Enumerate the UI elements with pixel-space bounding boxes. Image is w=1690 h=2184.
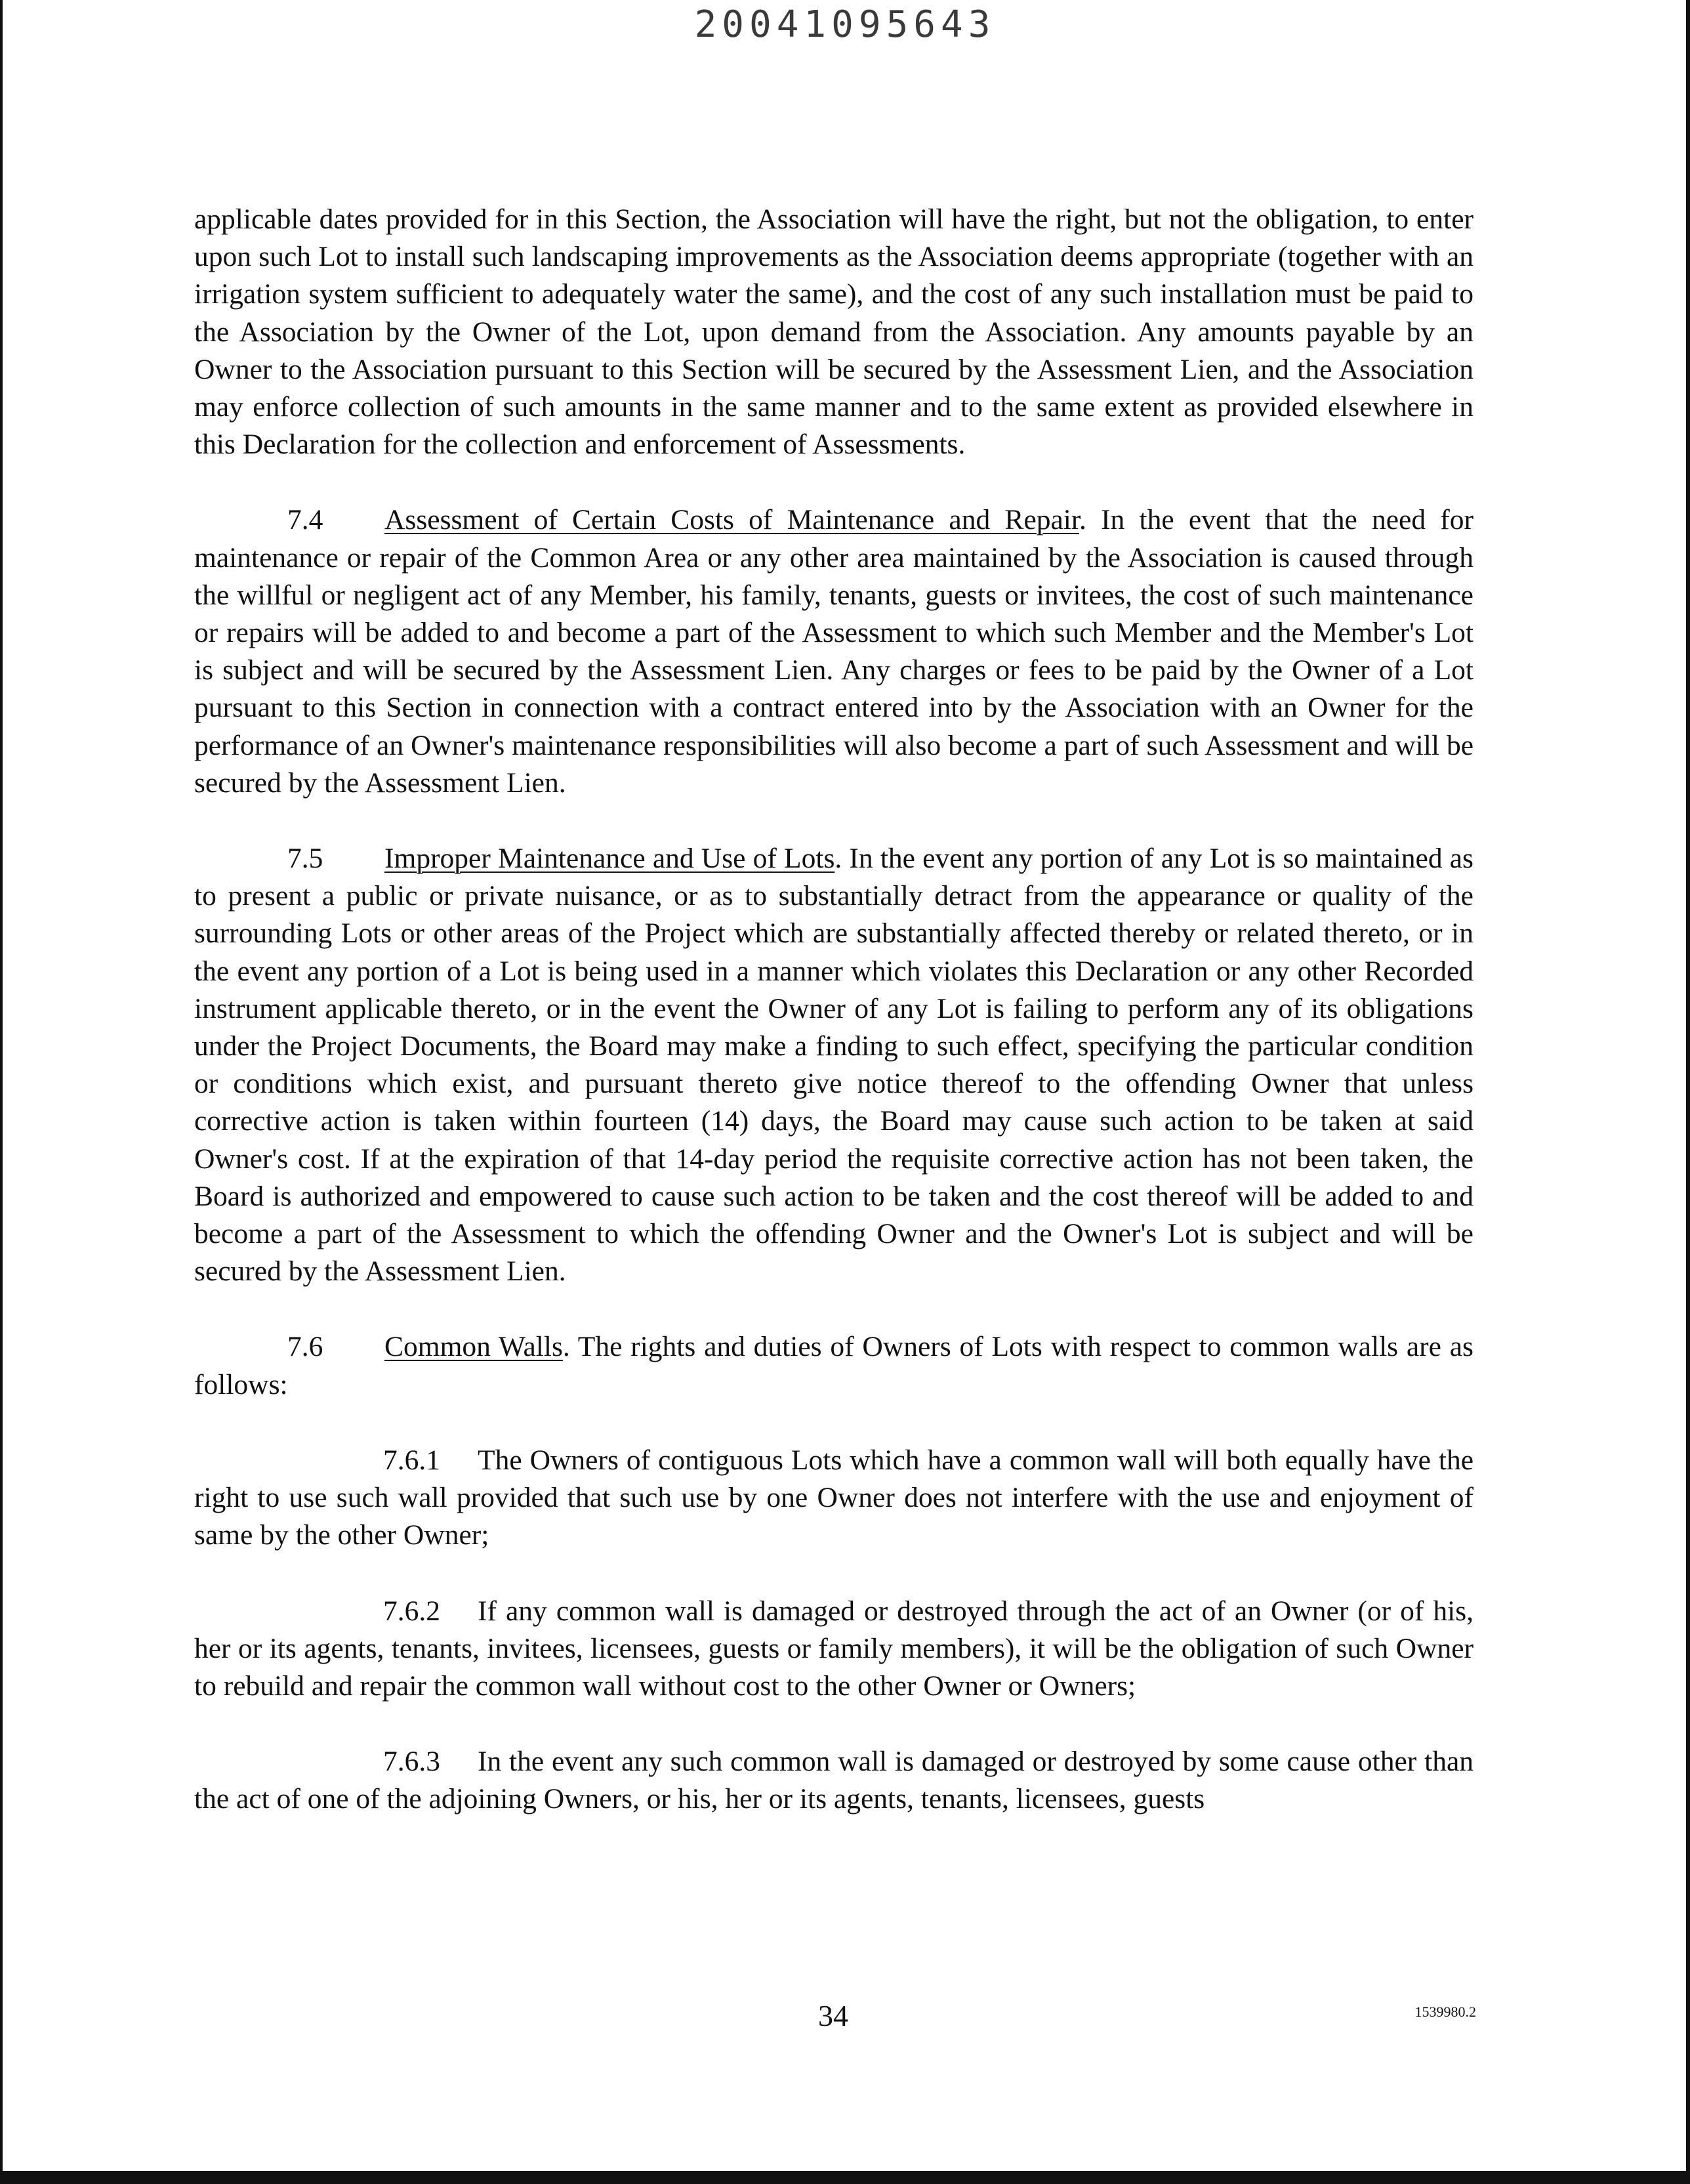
subsection-number: 7.6.3 [383, 1746, 440, 1778]
section-number: 7.4 [287, 504, 323, 536]
subsection-text: The Owners of contiguous Lots which have a common wall will both equally have the right to use such wall provided that such use by one Owner does not interfere with the use and enjoyment of same by the other Owner; [194, 1444, 1474, 1551]
scan-border-left [0, 0, 3, 2184]
section-text: The rights and duties of Owners of Lots with respect to common walls are as follows: [194, 1331, 1474, 1400]
subsection-7-6-2 [194, 1593, 1474, 1706]
subsection-text: In the event any such common wall is damaged or destroyed by some cause other than the act of one of the adjoining Owners, or his, her or its agents, tenants, licensees, guests [194, 1746, 1474, 1815]
title-period: . [562, 1331, 578, 1363]
section-7-5 [194, 840, 1474, 1290]
title-period: . [835, 843, 850, 875]
scan-border-right [1686, 0, 1690, 2184]
document-body [194, 201, 1474, 1857]
section-number: 7.5 [287, 843, 323, 875]
subsection-text: If any common wall is damaged or destroyed through the act of an Owner (or of his, her or its agents, tenants, invitees, licensees, guests or family members), it will be the obligation of such Owner to rebuild and repair the common wall without cost to the other Owner or Owners; [194, 1595, 1474, 1702]
intro-paragraph [194, 201, 1474, 463]
subsection-7-6-1 [194, 1442, 1474, 1555]
section-text: In the event that the need for maintenance or repair of the Common Area or any other area maintained by the Association is caused through the willful or negligent act of any Member, his family, tenants, guests or invitees, the cost of such maintenance or repairs will be added to and become a part of the Assessment to which such Member and the Member's Lot is subject and will be secured by the Assessment Lien. Any charges or fees to be paid by the Owner of a Lot pursuant to this Section in connection with a contract entered into by the Association with an Owner for the performance of an Owner's maintenance responsibilities will also become a part of such Assessment and will be secured by the Assessment Lien. [194, 504, 1474, 799]
subsection-number: 7.6.2 [383, 1595, 440, 1627]
section-text: In the event any portion of any Lot is so maintained as to present a public or private nuisance, or as to substantially detract from the appearance or quality of the surrounding Lots or other areas of the Project which are substantially affected thereby or related thereto, or in the event any portion of a Lot is being used in a manner which violates this Declaration or any other Recorded instrument applicable thereto, or in the event the Owner of any Lot is failing to perform any of its obligations under the Project Documents, the Board may make a finding to such effect, specifying the particular condition or conditions which exist, and pursuant thereto give notice thereof to the offending Owner that unless corrective action is taken within fourteen (14) days, the Board may cause such action to be taken at said Owner's cost. If at the expiration of that 14-day period the requisite corrective action has not been taken, the Board is authorized and empowered to cause such action to be taken and the cost thereof will be added to and become a part of the Assessment to which the offending Owner and the Owner's Lot is subject and will be secured by the Assessment Lien. [194, 843, 1474, 1288]
section-7-6 [194, 1328, 1474, 1403]
subsection-number: 7.6.1 [383, 1444, 440, 1476]
scan-border-bottom [0, 2171, 1690, 2184]
subsection-7-6-3 [194, 1743, 1474, 1818]
intro-paragraph-text: applicable dates provided for in this Section, the Association will have the right, but not the obligation, to enter upon such Lot to install such landscaping improvements as the Association deems appropriate (together with an irrigation system sufficient to adequately water the same), and the cost of any such installation must be paid to the Association by the Owner of the Lot, upon demand from the Association. Any amounts payable by an Owner to the Association pursuant to this Section will be secured by the Assessment Lien, and the Association may enforce collection of such amounts in the same manner and to the same extent as provided elsewhere in this Declaration for the collection and enforcement of Assessments. [194, 203, 1474, 461]
document-id: 1539980.2 [1414, 2004, 1476, 2020]
section-title: Improper Maintenance and Use of Lots [384, 843, 835, 875]
section-7-4 [194, 501, 1474, 802]
section-title: Common Walls [384, 1331, 563, 1363]
section-title: Assessment of Certain Costs of Maintenance and Repair [384, 504, 1079, 536]
title-period: . [1079, 504, 1102, 536]
recording-number: 20041095643 [694, 3, 996, 46]
section-number: 7.6 [287, 1331, 323, 1363]
page-number: 34 [818, 1999, 848, 2032]
